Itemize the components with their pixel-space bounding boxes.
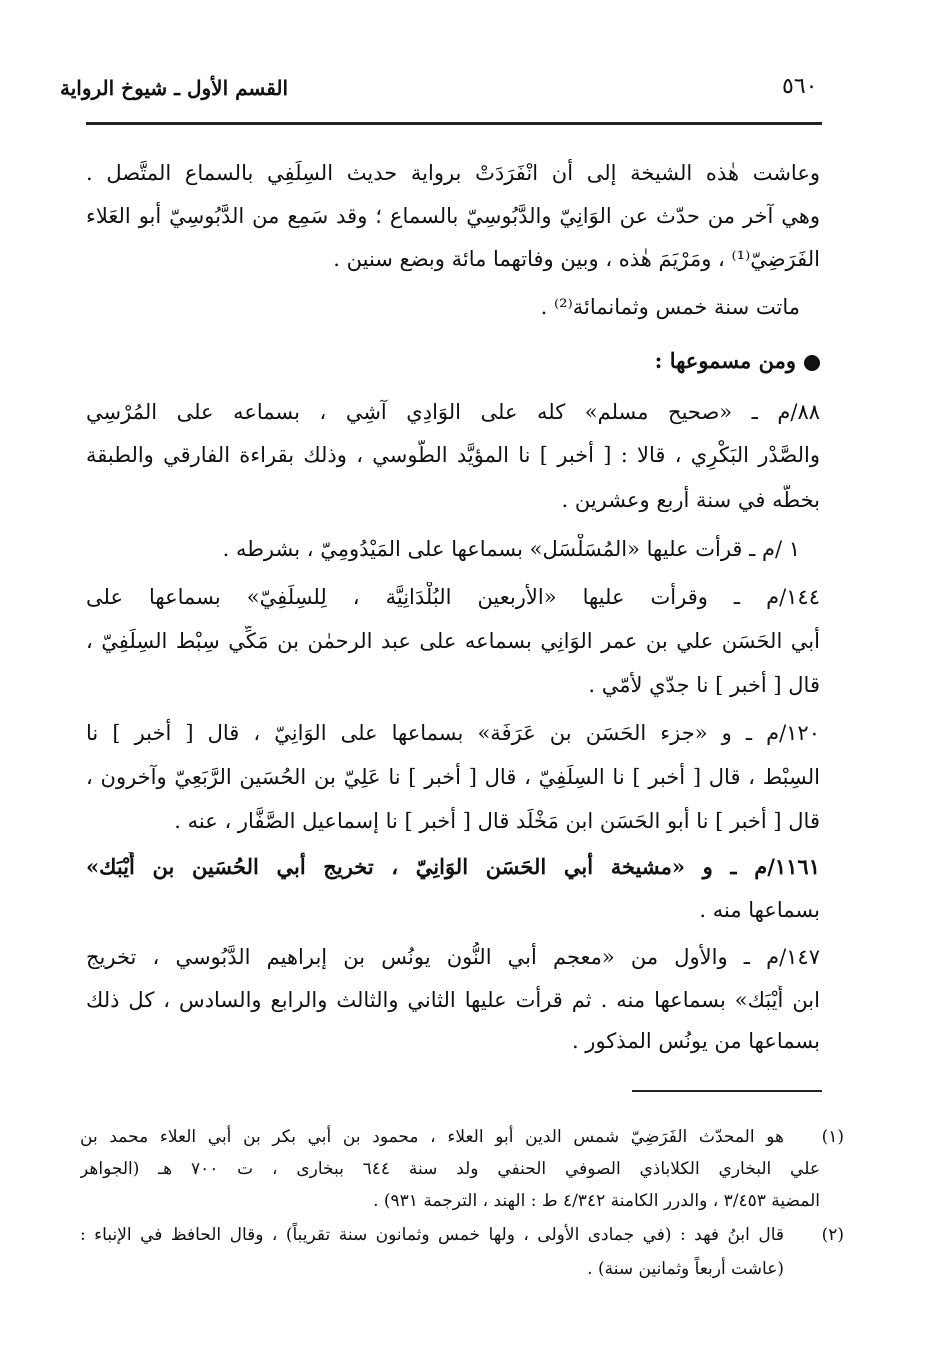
entry-1161-line-1: ١١٦١/م ـ و «مشيخة أبي الحَسَن الوَانِيّ ، تخريج أبي الحُسَين بن أَيْبَك» bbox=[86, 854, 820, 879]
entry-120-line-1: ١٢٠/م ـ و «جزء الحَسَن بن عَرَفَة» بسماعها على الوَانِيّ ، قال [ أخبر ] نا bbox=[86, 721, 820, 745]
entry-144-line-3: قال [ أخبر ] نا جدّي لأمّي . bbox=[588, 673, 820, 697]
footnote-1-number: (١) bbox=[821, 1127, 844, 1147]
body-line-1: وعاشت هٰذه الشيخة إلى أن انْفَرَدَتْ برواية حديث السِلَفِي بالسماع المتَّصل . bbox=[86, 161, 820, 185]
entry-147-line-3: بسماعها من يونُس المذكور . bbox=[571, 1029, 820, 1053]
entry-1161-line-2: بسماعها منه . bbox=[699, 898, 820, 922]
page-number: ٥٦٠ bbox=[782, 74, 818, 99]
entry-88-line-2: والصَّدْر البَكْرِي ، قالا : [ أخبر ] نا المؤيَّد الطُّوسي ، وذلك بقراءة الفارقي والطبقة bbox=[86, 443, 820, 467]
running-header-title: القسم الأول ـ شيوخ الرواية bbox=[60, 76, 289, 100]
entry-1-line: ١ /م ـ قرأت عليها «المُسَلْسَل» بسماعها على المَيْدُومِيّ ، بشرطه . bbox=[222, 537, 800, 561]
footnote-1-line-2: علي البخاري الكلاباذي الصوفي الحنفي ولد سنة ٦٤٤ ببخارى ، ت ٧٠٠ هـ (الجواهر bbox=[80, 1159, 820, 1179]
footnote-1-line-1: هو المحدّث الفَرَضِيّ شمس الدين أبو العلاء ، محمود بن أبي بكر بن أبي العلاء محمد بن bbox=[80, 1127, 784, 1147]
footnote-2-number: (٢) bbox=[821, 1225, 844, 1245]
entry-144-line-2: أبي الحَسَن علي بن عمر الوَانِي بسماعه على عبد الرحمٰن بن مَكِّي سِبْط السِلَفِيّ ، bbox=[86, 629, 820, 653]
bullet-icon bbox=[804, 355, 820, 371]
section-heading-text: ومن مسموعها : bbox=[654, 348, 796, 373]
entry-147-line-1: ١٤٧/م ـ والأول من «معجم أبي النُّون يونُس بن إبراهيم الدَّبُوسي ، تخريج bbox=[86, 945, 820, 969]
entry-120-line-2: السِبْط ، قال [ أخبر ] نا السِلَفِيّ ، قال [ أخبر ] نا عَلِيّ بن الحُسَين الرَّبَعِيّ وآخرون ، bbox=[86, 765, 820, 789]
entry-88-line-3: بخطّه في سنة أربع وعشرين . bbox=[561, 488, 820, 512]
entry-147-line-2: ابن أَيْبَك» بسماعها منه . ثم قرأت عليها الثاني والثالث والرابع والسادس ، كل ذلك bbox=[86, 988, 820, 1012]
body-line-3: الفَرَضِيّ⁽¹⁾ ، ومَرْيَمَ هٰذه ، وبين وفاتهما مائة وبضع سنين . bbox=[333, 247, 820, 271]
section-heading bbox=[86, 346, 820, 376]
entry-120-line-3: قال [ أخبر ] نا أبو الحَسَن ابن مَخْلَد قال [ أخبر ] نا إسماعيل الصَّفَّار ، عنه . bbox=[174, 809, 820, 833]
entry-88-line-1: ٨٨/م ـ «صحيح مسلم» كله على الوَادِي آشِي ، بسماعه على المُرْسِي bbox=[86, 400, 820, 424]
footnote-rule bbox=[632, 1090, 822, 1092]
header-rule bbox=[86, 122, 822, 125]
body-line-2: وهي آخر من حدّث عن الوَانِيّ والدَّبُوسِيّ بالسماع ؛ وقد سَمِع من الدَّبُوسِيّ أبو العَلاء bbox=[86, 204, 820, 228]
entry-144-line-1: ١٤٤/م ـ وقرأت عليها «الأربعين البُلْدَانِيَّة ، لِلسِلَفِيّ» بسماعها على bbox=[86, 585, 820, 609]
footnote-2-line-1: قال ابنُ فهد : (في جمادى الأولى ، ولها خمس وثمانون سنة تقريباً) ، وقال الحافظ في الإنباء : bbox=[80, 1225, 784, 1245]
body-line-4: ماتت سنة خمس وثمانمائة⁽²⁾ . bbox=[540, 295, 800, 319]
footnote-2-line-2: (عاشت أربعاً وثمانين سنة) . bbox=[587, 1259, 784, 1279]
footnote-1-line-3: المضية ٣/٤٥٣ ، والدرر الكامنة ٤/٣٤٢ ط : الهند ، الترجمة ٩٣١) . bbox=[373, 1191, 820, 1211]
